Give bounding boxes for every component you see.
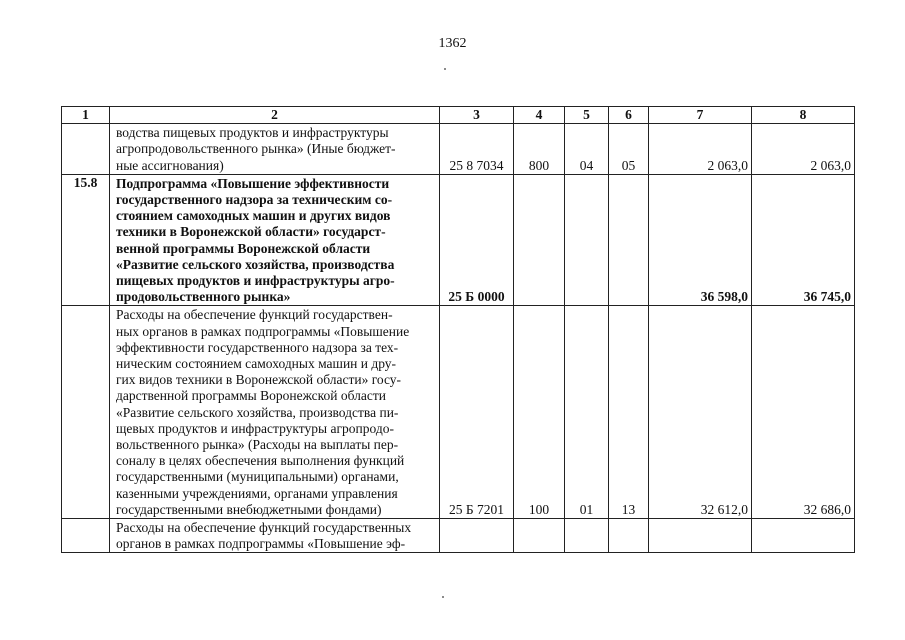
row-description	[110, 124, 440, 175]
table-row	[62, 174, 855, 306]
amount-col8: 36 745,0	[752, 174, 855, 306]
section-code: 01	[565, 306, 609, 519]
description-line: ническим состоянием самоходных машин и дру-	[116, 356, 397, 372]
expense-type	[514, 174, 565, 306]
description-line: Расходы на обеспечение функций государственных	[116, 520, 412, 536]
amount-col8: 2 063,0	[752, 124, 855, 175]
description-line: техники в Воронежской области» государст-	[116, 224, 386, 240]
table-header-row	[62, 107, 855, 124]
description-line: органов в рамках подпрограммы «Повышение эф-	[116, 536, 406, 552]
page-number: 1362	[438, 36, 467, 51]
description-line: «Развитие сельского хозяйства, производства пи-	[116, 404, 399, 420]
description-line: «Развитие сельского хозяйства, производства	[116, 256, 395, 272]
expense-type: 100	[514, 306, 565, 519]
budget-table	[61, 106, 855, 553]
subsection-code: 05	[609, 124, 649, 175]
section-code	[565, 519, 609, 553]
row-description	[110, 519, 440, 553]
scan-dot	[442, 596, 444, 598]
row-description	[110, 306, 440, 519]
column-header: 5	[565, 107, 609, 124]
column-header: 4	[514, 107, 565, 124]
column-header: 8	[752, 107, 855, 124]
subsection-code	[609, 174, 649, 306]
column-header: 7	[649, 107, 752, 124]
amount-col7	[649, 519, 752, 553]
description-line: гих видов техники в Воронежской области» госу-	[116, 372, 402, 388]
description-line: пищевых продуктов и инфраструктуры агро-	[116, 273, 395, 289]
target-code: 25 Б 7201	[440, 306, 514, 519]
column-header: 3	[440, 107, 514, 124]
description-line: государственными внебюджетными фондами)	[116, 501, 382, 517]
column-header: 1	[62, 107, 110, 124]
description-line: соналу в целях обеспечения выполнения функций	[116, 453, 405, 469]
column-header: 6	[609, 107, 649, 124]
section-code: 04	[565, 124, 609, 175]
expense-type: 800	[514, 124, 565, 175]
row-number	[62, 306, 110, 519]
description-line: государственными (муниципальными) органами,	[116, 469, 399, 485]
description-line: ные ассигнования)	[116, 157, 224, 173]
description-line: продовольственного рынка»	[116, 289, 291, 305]
amount-col7: 36 598,0	[649, 174, 752, 306]
description-line: Расходы на обеспечение функций государствен-	[116, 307, 393, 323]
row-description	[110, 174, 440, 306]
table-row	[62, 306, 855, 519]
target-code	[440, 519, 514, 553]
expense-type	[514, 519, 565, 553]
table-row	[62, 124, 855, 175]
description-line: эффективности государственного надзора за тех-	[116, 339, 399, 355]
description-line: щевых продуктов и инфраструктуры агропродо-	[116, 420, 394, 436]
description-line: Подпрограмма «Повышение эффективности	[116, 175, 390, 191]
description-line: государственного надзора за техническим со-	[116, 192, 393, 208]
description-line: венной программы Воронежской области	[116, 240, 371, 256]
row-number: 15.8	[62, 174, 110, 306]
target-code: 25 Б 0000	[440, 174, 514, 306]
amount-col7: 32 612,0	[649, 306, 752, 519]
scan-dot	[444, 68, 446, 70]
amount-col8: 32 686,0	[752, 306, 855, 519]
amount-col7: 2 063,0	[649, 124, 752, 175]
description-line: стоянием самоходных машин и других видов	[116, 208, 391, 224]
subsection-code: 13	[609, 306, 649, 519]
description-line: вольственного рынка» (Расходы на выплаты пер-	[116, 437, 399, 453]
row-number	[62, 519, 110, 553]
target-code: 25 8 7034	[440, 124, 514, 175]
column-header: 2	[110, 107, 440, 124]
table-row	[62, 519, 855, 553]
description-line: казенными учреждениями, органами управления	[116, 485, 398, 501]
description-line: водства пищевых продуктов и инфраструктуры	[116, 125, 389, 141]
section-code	[565, 174, 609, 306]
row-number	[62, 124, 110, 175]
description-line: агропродовольственного рынка» (Иные бюджет-	[116, 141, 396, 157]
amount-col8	[752, 519, 855, 553]
description-line: ных органов в рамках подпрограммы «Повышение	[116, 323, 410, 339]
subsection-code	[609, 519, 649, 553]
description-line: дарственной программы Воронежской области	[116, 388, 387, 404]
